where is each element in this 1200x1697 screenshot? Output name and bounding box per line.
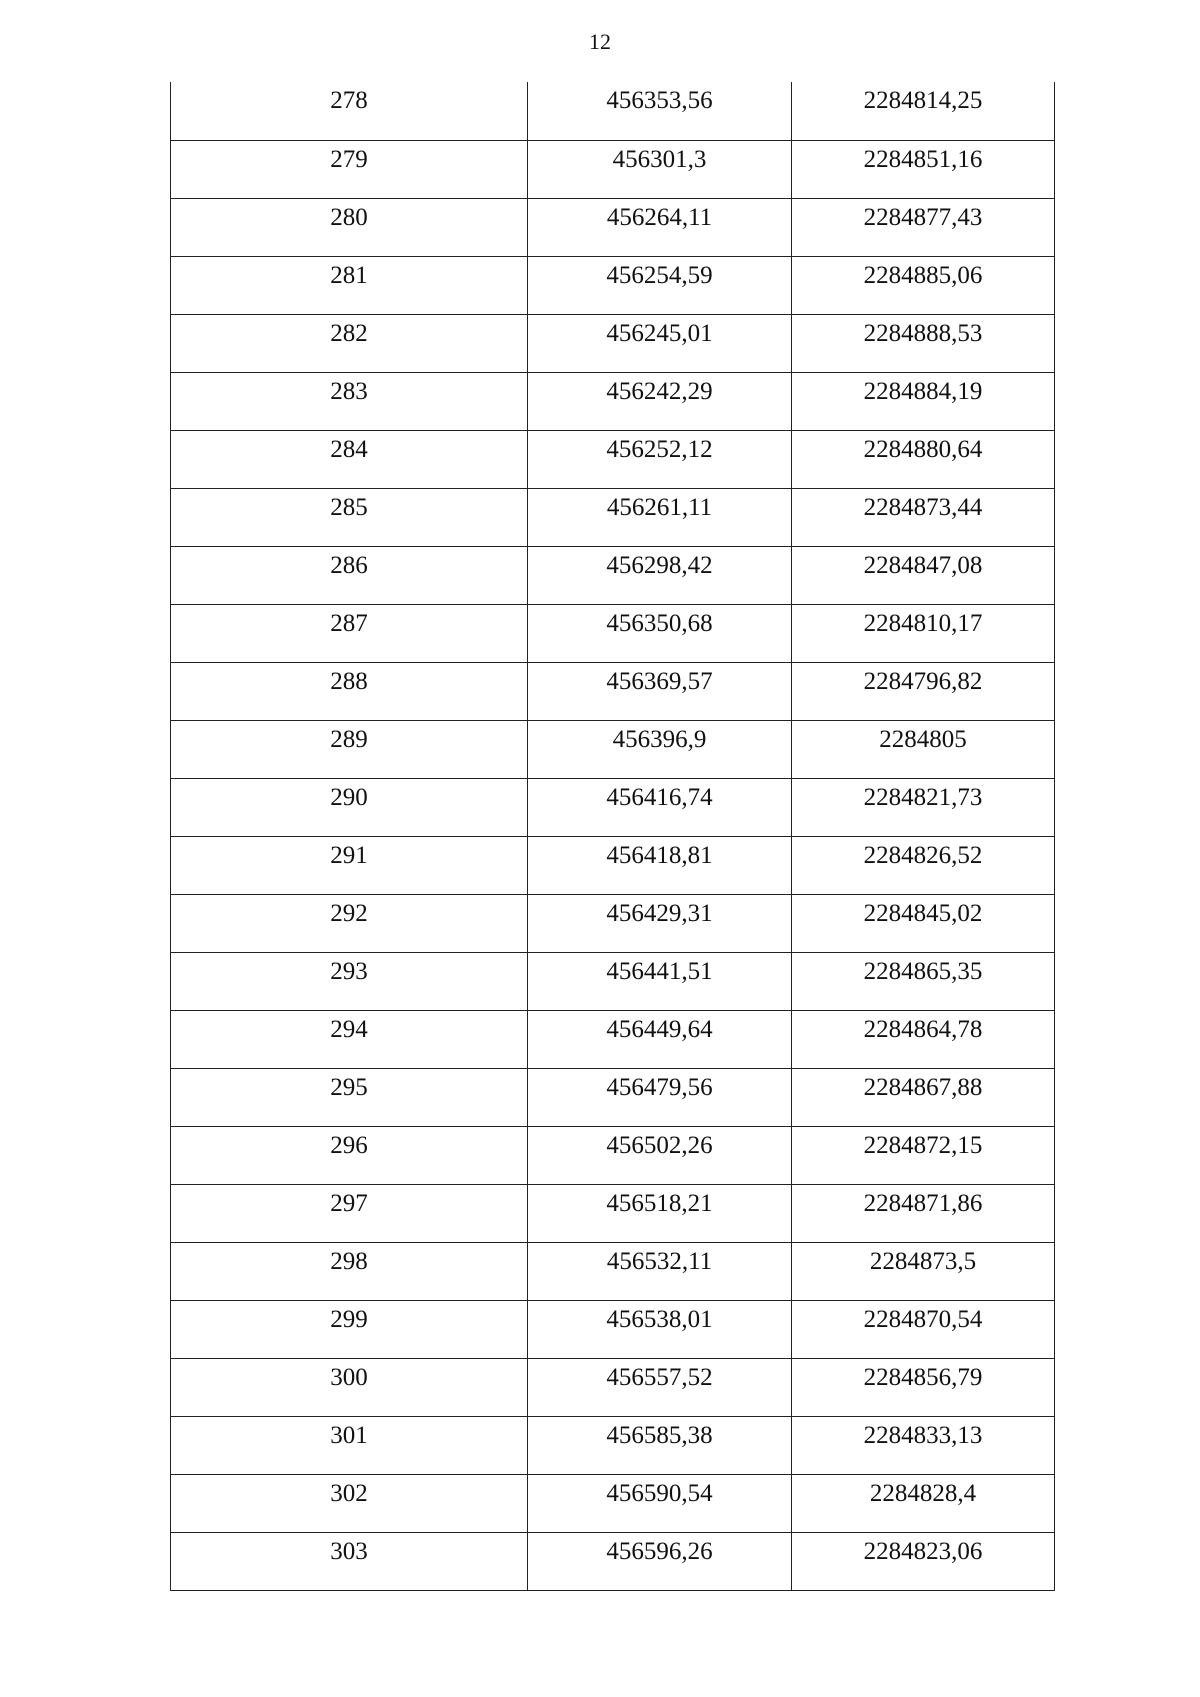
table-row (171, 836, 1055, 894)
cell-value: 302 (330, 1479, 368, 1507)
y-coordinate-cell (792, 604, 1055, 662)
point-number-cell (171, 140, 528, 198)
table-row (171, 1010, 1055, 1068)
cell-value: 287 (330, 609, 368, 637)
y-coordinate-cell (792, 1126, 1055, 1184)
table-row (171, 778, 1055, 836)
y-coordinate-cell (792, 256, 1055, 314)
table-row (171, 256, 1055, 314)
cell-value: 456441,51 (606, 957, 713, 985)
cell-value: 2284810,17 (863, 609, 983, 637)
x-coordinate-cell (528, 1126, 792, 1184)
cell-value: 456298,42 (606, 551, 713, 579)
y-coordinate-cell (792, 140, 1055, 198)
cell-value: 2284880,64 (863, 435, 983, 463)
cell-value: 284 (330, 435, 368, 463)
y-coordinate-cell (792, 836, 1055, 894)
y-coordinate-cell (792, 778, 1055, 836)
y-coordinate-cell (792, 430, 1055, 488)
y-coordinate-cell (792, 1068, 1055, 1126)
cell-value: 456301,3 (612, 145, 707, 173)
cell-value: 456418,81 (606, 841, 713, 869)
cell-value: 279 (330, 145, 368, 173)
y-coordinate-cell (792, 1300, 1055, 1358)
cell-value: 456479,56 (606, 1073, 713, 1101)
y-coordinate-cell (792, 82, 1055, 140)
table-row (171, 952, 1055, 1010)
cell-value: 2284845,02 (863, 899, 983, 927)
table-row (171, 894, 1055, 952)
point-number-cell (171, 894, 528, 952)
cell-value: 456353,56 (606, 87, 713, 114)
cell-value: 2284865,35 (863, 957, 983, 985)
x-coordinate-cell (528, 1068, 792, 1126)
cell-value: 278 (330, 87, 368, 114)
table-row (171, 720, 1055, 778)
table-row (171, 430, 1055, 488)
table-row (171, 1474, 1055, 1532)
table-row (171, 198, 1055, 256)
table-row (171, 372, 1055, 430)
cell-value: 282 (330, 319, 368, 347)
cell-value: 2284867,88 (863, 1073, 983, 1101)
cell-value: 456502,26 (606, 1131, 713, 1159)
y-coordinate-cell (792, 894, 1055, 952)
cell-value: 2284877,43 (863, 203, 983, 231)
y-coordinate-cell (792, 1532, 1055, 1590)
table-row (171, 140, 1055, 198)
cell-value: 2284805 (879, 725, 967, 753)
x-coordinate-cell (528, 894, 792, 952)
cell-value: 303 (330, 1537, 368, 1565)
cell-value: 456585,38 (606, 1421, 713, 1449)
table-row (171, 82, 1055, 140)
cell-value: 456245,01 (606, 319, 713, 347)
point-number-cell (171, 720, 528, 778)
page-number: 12 (589, 29, 611, 54)
y-coordinate-cell (792, 1416, 1055, 1474)
y-coordinate-cell (792, 372, 1055, 430)
cell-value: 288 (330, 667, 368, 695)
cell-value: 456416,74 (606, 783, 713, 811)
x-coordinate-cell (528, 604, 792, 662)
cell-value: 2284888,53 (863, 319, 983, 347)
point-number-cell (171, 952, 528, 1010)
cell-value: 298 (330, 1247, 368, 1275)
x-coordinate-cell (528, 140, 792, 198)
cell-value: 286 (330, 551, 368, 579)
cell-value: 456261,11 (606, 493, 713, 521)
coordinates-table (170, 82, 1055, 1591)
point-number-cell (171, 778, 528, 836)
cell-value: 296 (330, 1131, 368, 1159)
y-coordinate-cell (792, 720, 1055, 778)
cell-value: 2284873,5 (869, 1247, 977, 1275)
y-coordinate-cell (792, 1358, 1055, 1416)
cell-value: 456254,59 (606, 261, 713, 289)
cell-value: 2284856,79 (863, 1363, 983, 1391)
x-coordinate-cell (528, 1184, 792, 1242)
cell-value: 456264,11 (606, 203, 713, 231)
cell-value: 2284823,06 (863, 1537, 983, 1565)
cell-value: 456538,01 (606, 1305, 713, 1333)
coordinates-table-body (171, 82, 1055, 1590)
cell-value: 456532,11 (606, 1247, 713, 1275)
table-row (171, 546, 1055, 604)
table-row (171, 604, 1055, 662)
y-coordinate-cell (792, 952, 1055, 1010)
cell-value: 292 (330, 899, 368, 927)
cell-value: 2284833,13 (863, 1421, 983, 1449)
y-coordinate-cell (792, 488, 1055, 546)
cell-value: 280 (330, 203, 368, 231)
cell-value: 297 (330, 1189, 368, 1217)
x-coordinate-cell (528, 546, 792, 604)
table-row (171, 1358, 1055, 1416)
point-number-cell (171, 546, 528, 604)
cell-value: 290 (330, 783, 368, 811)
x-coordinate-cell (528, 372, 792, 430)
point-number-cell (171, 372, 528, 430)
y-coordinate-cell (792, 1010, 1055, 1068)
point-number-cell (171, 1474, 528, 1532)
point-number-cell (171, 314, 528, 372)
cell-value: 2284826,52 (863, 841, 983, 869)
point-number-cell (171, 1184, 528, 1242)
cell-value: 2284796,82 (863, 667, 983, 695)
cell-value: 456396,9 (612, 725, 707, 753)
x-coordinate-cell (528, 952, 792, 1010)
x-coordinate-cell (528, 198, 792, 256)
point-number-cell (171, 1242, 528, 1300)
point-number-cell (171, 488, 528, 546)
x-coordinate-cell (528, 778, 792, 836)
cell-value: 2284814,25 (863, 87, 983, 114)
cell-value: 294 (330, 1015, 368, 1043)
cell-value: 2284864,78 (863, 1015, 983, 1043)
y-coordinate-cell (792, 662, 1055, 720)
y-coordinate-cell (792, 546, 1055, 604)
cell-value: 456429,31 (606, 899, 713, 927)
point-number-cell (171, 430, 528, 488)
cell-value: 2284871,86 (863, 1189, 983, 1217)
cell-value: 281 (330, 261, 368, 289)
cell-value: 2284872,15 (863, 1131, 983, 1159)
x-coordinate-cell (528, 662, 792, 720)
x-coordinate-cell (528, 430, 792, 488)
cell-value: 456449,64 (606, 1015, 713, 1043)
point-number-cell (171, 1010, 528, 1068)
table-row (171, 1242, 1055, 1300)
cell-value: 301 (330, 1421, 368, 1449)
point-number-cell (171, 662, 528, 720)
x-coordinate-cell (528, 488, 792, 546)
cell-value: 289 (330, 725, 368, 753)
cell-value: 2284847,08 (863, 551, 983, 579)
cell-value: 456596,26 (606, 1537, 713, 1565)
point-number-cell (171, 836, 528, 894)
x-coordinate-cell (528, 1358, 792, 1416)
cell-value: 456369,57 (606, 667, 713, 695)
point-number-cell (171, 1358, 528, 1416)
point-number-cell (171, 604, 528, 662)
cell-value: 2284870,54 (863, 1305, 983, 1333)
cell-value: 291 (330, 841, 368, 869)
y-coordinate-cell (792, 1474, 1055, 1532)
cell-value: 456350,68 (606, 609, 713, 637)
y-coordinate-cell (792, 1184, 1055, 1242)
cell-value: 456557,52 (606, 1363, 713, 1391)
point-number-cell (171, 1068, 528, 1126)
table-row (171, 662, 1055, 720)
table-row (171, 1532, 1055, 1590)
table-row (171, 1068, 1055, 1126)
x-coordinate-cell (528, 1474, 792, 1532)
cell-value: 293 (330, 957, 368, 985)
point-number-cell (171, 256, 528, 314)
cell-value: 456252,12 (606, 435, 713, 463)
cell-value: 2284828,4 (869, 1479, 977, 1507)
x-coordinate-cell (528, 1532, 792, 1590)
point-number-cell (171, 1416, 528, 1474)
cell-value: 295 (330, 1073, 368, 1101)
x-coordinate-cell (528, 1010, 792, 1068)
x-coordinate-cell (528, 1242, 792, 1300)
y-coordinate-cell (792, 314, 1055, 372)
x-coordinate-cell (528, 1416, 792, 1474)
table-row (171, 1184, 1055, 1242)
point-number-cell (171, 1126, 528, 1184)
cell-value: 285 (330, 493, 368, 521)
x-coordinate-cell (528, 836, 792, 894)
x-coordinate-cell (528, 314, 792, 372)
cell-value: 2284873,44 (863, 493, 983, 521)
table-row (171, 314, 1055, 372)
cell-value: 2284884,19 (863, 377, 983, 405)
cell-value: 2284821,73 (863, 783, 983, 811)
cell-value: 456590,54 (606, 1479, 713, 1507)
point-number-cell (171, 1300, 528, 1358)
x-coordinate-cell (528, 82, 792, 140)
cell-value: 300 (330, 1363, 368, 1391)
table-row (171, 1300, 1055, 1358)
cell-value: 299 (330, 1305, 368, 1333)
point-number-cell (171, 1532, 528, 1590)
y-coordinate-cell (792, 1242, 1055, 1300)
x-coordinate-cell (528, 256, 792, 314)
table-row (171, 1126, 1055, 1184)
point-number-cell (171, 198, 528, 256)
cell-value: 456518,21 (606, 1189, 713, 1217)
x-coordinate-cell (528, 720, 792, 778)
y-coordinate-cell (792, 198, 1055, 256)
table-row (171, 488, 1055, 546)
cell-value: 2284885,06 (863, 261, 983, 289)
cell-value: 283 (330, 377, 368, 405)
cell-value: 456242,29 (606, 377, 713, 405)
x-coordinate-cell (528, 1300, 792, 1358)
table-row (171, 1416, 1055, 1474)
cell-value: 2284851,16 (863, 145, 983, 173)
point-number-cell (171, 82, 528, 140)
